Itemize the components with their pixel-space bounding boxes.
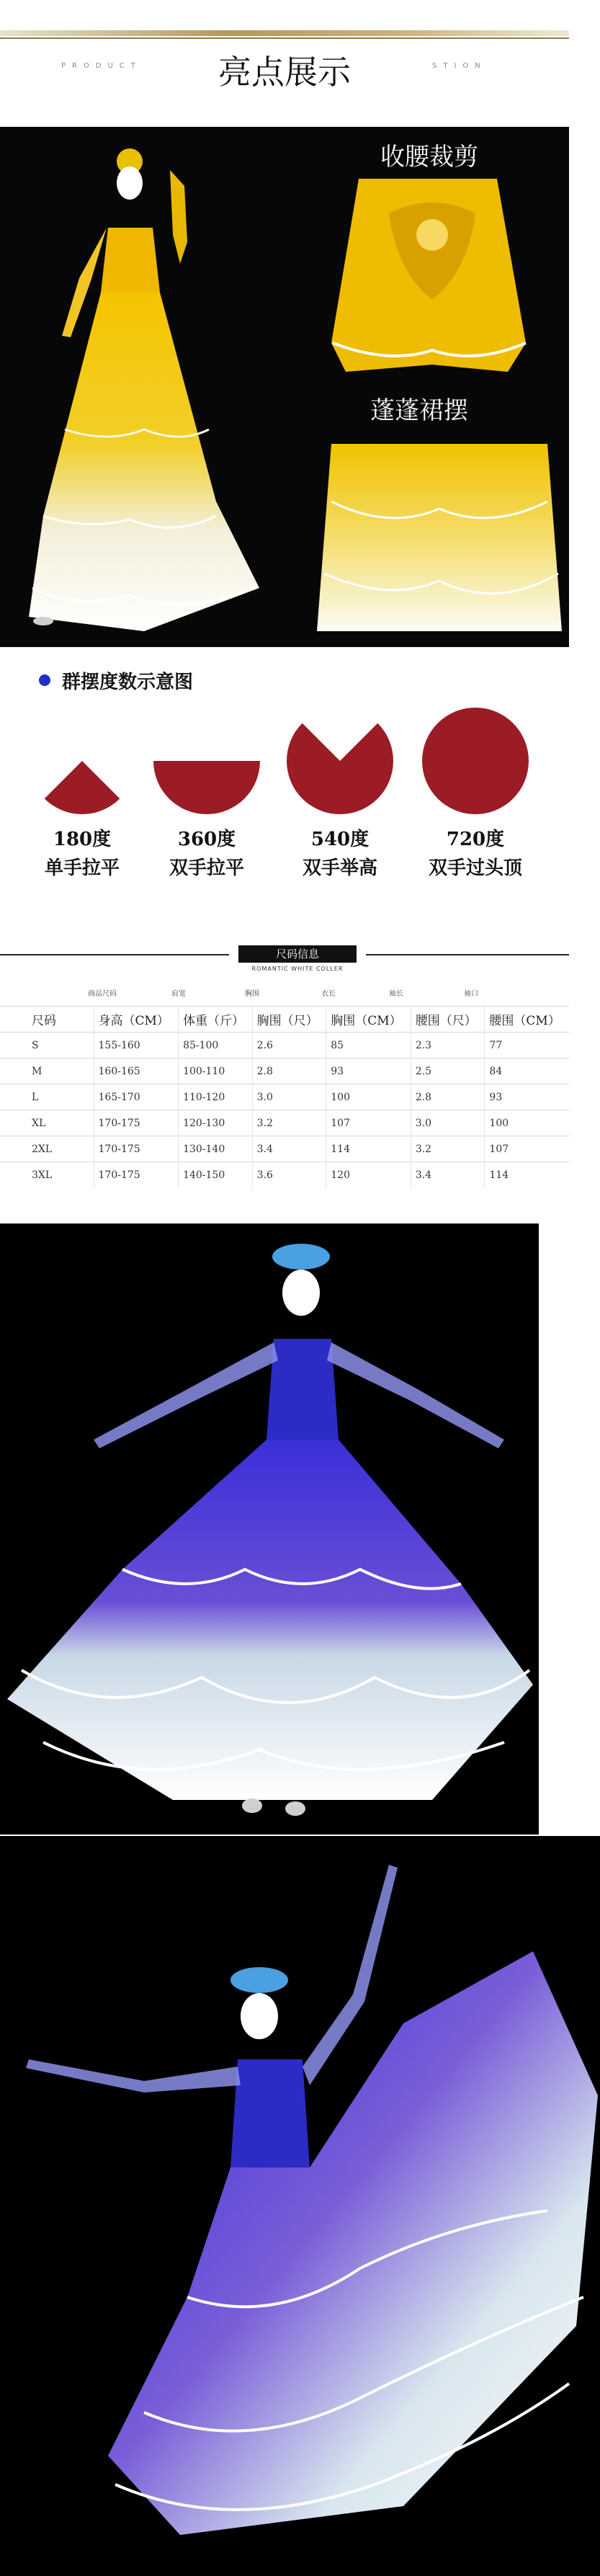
sub-header: 衣长	[321, 990, 336, 998]
fan-pose: 单手拉平	[44, 857, 120, 879]
sub-header: 商品尺码	[88, 990, 117, 998]
bullet-dot	[39, 674, 50, 686]
table-cell: 2.6	[252, 1033, 326, 1059]
fan-degree: 720度	[446, 829, 505, 850]
fan-degree: 360度	[177, 829, 236, 850]
sub-header: 肩宽	[171, 990, 186, 998]
table-cell: 170-175	[94, 1110, 179, 1136]
table-row	[0, 1033, 569, 1059]
section-header	[0, 0, 600, 127]
size-label-cell: S	[0, 1033, 94, 1059]
label-fluffy-skirt: 蓬蓬裙摆	[370, 396, 468, 425]
size-badge-caption: ROMANTIC WHITE COLLER	[251, 966, 344, 972]
table-cell: 114	[485, 1162, 569, 1188]
sub-header: 袖口	[464, 990, 478, 998]
fan-item-720	[411, 703, 540, 879]
table-cell: 170-175	[94, 1162, 179, 1188]
table-cell: 3.4	[411, 1162, 485, 1188]
label-waist-cut: 收腰裁剪	[380, 143, 478, 171]
col-header: 腰围（尺）	[411, 1007, 485, 1033]
size-chart	[0, 937, 569, 1205]
fan-degree: 180度	[53, 829, 112, 850]
size-label-cell: M	[0, 1059, 94, 1084]
table-cell: 100	[326, 1084, 411, 1110]
table-cell: 85	[326, 1033, 411, 1059]
table-row	[0, 1084, 569, 1110]
fan-pose: 双手拉平	[169, 857, 244, 879]
table-cell: 2.3	[411, 1033, 485, 1059]
col-header: 胸围（CM）	[326, 1007, 411, 1033]
table-cell: 3.6	[252, 1162, 326, 1188]
table-cell: 100	[485, 1110, 569, 1136]
table-row	[0, 1136, 569, 1162]
table-cell: 107	[485, 1136, 569, 1162]
photo-blue-dress-front	[0, 1224, 539, 1835]
table-cell: 93	[485, 1084, 569, 1110]
table-cell: 120-130	[179, 1110, 253, 1136]
highlight-panel	[0, 127, 569, 647]
table-cell: 2.8	[252, 1059, 326, 1084]
bodice-closeup	[331, 179, 526, 372]
col-header: 腰围（CM）	[485, 1007, 569, 1033]
table-cell: 77	[485, 1033, 569, 1059]
fan-shape-540-icon	[287, 723, 393, 814]
fan-degree: 540度	[310, 829, 370, 850]
photo-blue-dress-spread	[0, 1836, 600, 2576]
sub-header: 袖长	[389, 990, 403, 998]
table-cell: 160-165	[94, 1059, 179, 1084]
table-cell: 100-110	[179, 1059, 253, 1084]
table-cell: 120	[326, 1162, 411, 1188]
table-cell: 84	[485, 1059, 569, 1084]
gold-divider-line	[0, 37, 569, 39]
col-header: 胸围（尺）	[252, 1007, 326, 1033]
table-cell: 3.2	[252, 1110, 326, 1136]
skirt-degree-diagram	[0, 647, 569, 885]
divider-left	[0, 954, 229, 955]
skirt-closeup	[317, 444, 562, 631]
col-header: 体重（斤）	[179, 1007, 253, 1033]
fan-item-540	[275, 703, 405, 879]
table-cell: 3.0	[252, 1084, 326, 1110]
table-cell: 93	[326, 1059, 411, 1084]
table-cell: 3.2	[411, 1136, 485, 1162]
gold-divider-bar	[0, 30, 569, 36]
fan-shape-360-icon	[153, 761, 260, 814]
table-cell: 140-150	[179, 1162, 253, 1188]
header-subtitle-right: STION	[432, 62, 487, 70]
model-left	[29, 148, 259, 631]
col-header: 身高（CM）	[94, 1007, 179, 1033]
table-cell: 107	[326, 1110, 411, 1136]
size-badge	[225, 944, 370, 972]
size-table-header	[0, 1007, 569, 1033]
fan-item-180	[17, 703, 147, 879]
table-cell: 114	[326, 1136, 411, 1162]
fan-shape-180-icon	[45, 761, 120, 814]
table-cell: 85-100	[179, 1033, 253, 1059]
divider-right	[366, 954, 569, 955]
fan-pose: 双手举高	[302, 857, 377, 879]
diagram-heading: 群摆度数示意图	[62, 672, 194, 693]
size-label-cell: 2XL	[0, 1136, 94, 1162]
table-cell: 2.5	[411, 1059, 485, 1084]
table-cell: 130-140	[179, 1136, 253, 1162]
table-cell: 155-160	[94, 1033, 179, 1059]
table-cell: 110-120	[179, 1084, 253, 1110]
header-subtitle-left: PRODUCT	[61, 62, 142, 70]
table-cell: 170-175	[94, 1136, 179, 1162]
size-label-cell: XL	[0, 1110, 94, 1136]
fan-pose: 双手过头顶	[428, 857, 522, 879]
table-cell: 165-170	[94, 1084, 179, 1110]
table-cell: 3.4	[252, 1136, 326, 1162]
size-label-cell: 3XL	[0, 1162, 94, 1188]
col-header: 尺码	[0, 1007, 94, 1033]
fan-shape-720-icon	[422, 708, 529, 814]
fan-item-360	[142, 703, 272, 879]
page-title: 亮点展示	[218, 53, 351, 92]
table-row	[0, 1059, 569, 1084]
size-badge-label: 尺码信息	[238, 945, 357, 963]
yellow-dress-illustration	[0, 127, 569, 647]
sub-header: 胸围	[245, 990, 259, 998]
blue-dress-illustration-1	[0, 1224, 539, 1835]
size-label-cell: L	[0, 1084, 94, 1110]
table-row	[0, 1162, 569, 1188]
size-table	[0, 1006, 569, 1188]
table-cell: 3.0	[411, 1110, 485, 1136]
table-row	[0, 1110, 569, 1136]
blue-dress-illustration-2	[0, 1836, 600, 2576]
table-cell: 2.8	[411, 1084, 485, 1110]
